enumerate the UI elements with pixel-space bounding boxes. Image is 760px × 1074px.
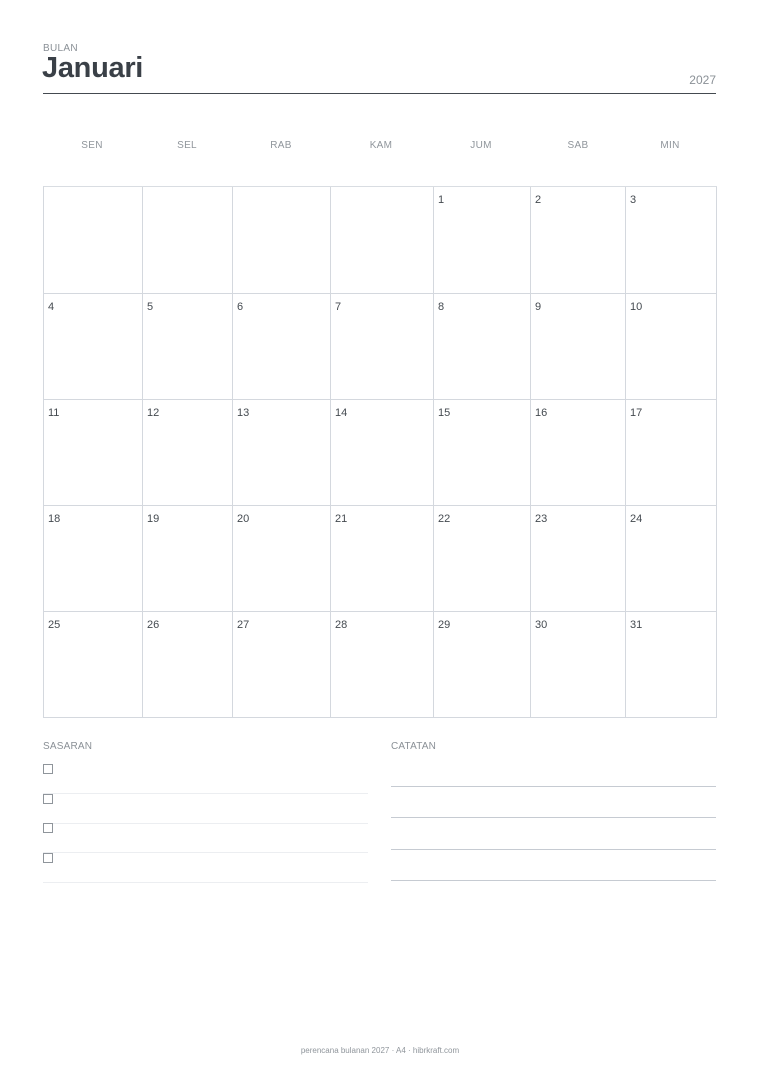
day-cell-19[interactable]: [143, 506, 233, 612]
calendar-grid: [43, 186, 717, 718]
day-number: 25: [48, 619, 61, 631]
month-label: BULAN: [43, 43, 78, 54]
day-number: 12: [147, 407, 160, 419]
day-number: 26: [147, 619, 160, 631]
day-number: 3: [630, 194, 637, 206]
day-cell-26[interactable]: [143, 612, 233, 718]
day-cell-28[interactable]: [331, 612, 434, 718]
day-number: 1: [438, 194, 445, 206]
day-cell-21[interactable]: [331, 506, 434, 612]
weekday-min: MIN: [660, 140, 680, 151]
day-cell-31[interactable]: [626, 612, 717, 718]
day-cell-5[interactable]: [143, 294, 233, 400]
note-line[interactable]: [391, 786, 716, 787]
day-number: 29: [438, 619, 451, 631]
goal-checkbox[interactable]: [43, 823, 53, 833]
day-cell-10[interactable]: [626, 294, 717, 400]
day-number: 24: [630, 513, 643, 525]
day-number: 30: [535, 619, 548, 631]
weekday-sel: SEL: [177, 140, 197, 151]
goal-checkbox[interactable]: [43, 764, 53, 774]
goal-row[interactable]: [43, 853, 368, 883]
day-cell-18[interactable]: [44, 506, 143, 612]
day-number: 23: [535, 513, 548, 525]
goal-row[interactable]: [43, 764, 368, 794]
empty-day-cell[interactable]: [44, 187, 143, 294]
weekday-sen: SEN: [81, 140, 103, 151]
day-cell-2[interactable]: [531, 187, 626, 294]
day-cell-7[interactable]: [331, 294, 434, 400]
day-cell-23[interactable]: [531, 506, 626, 612]
day-number: 4: [48, 301, 55, 313]
note-line[interactable]: [391, 817, 716, 818]
day-number: 14: [335, 407, 348, 419]
day-cell-24[interactable]: [626, 506, 717, 612]
day-number: 8: [438, 301, 445, 313]
day-number: 11: [48, 407, 60, 419]
day-number: 15: [438, 407, 451, 419]
day-cell-20[interactable]: [233, 506, 331, 612]
day-cell-13[interactable]: [233, 400, 331, 506]
day-cell-6[interactable]: [233, 294, 331, 400]
year-label: 2027: [689, 73, 716, 87]
weekday-rab: RAB: [270, 140, 292, 151]
day-number: 18: [48, 513, 61, 525]
day-cell-3[interactable]: [626, 187, 717, 294]
day-cell-8[interactable]: [434, 294, 531, 400]
empty-day-cell[interactable]: [143, 187, 233, 294]
weekday-kam: KAM: [369, 140, 393, 151]
day-number: 13: [237, 407, 250, 419]
goal-row[interactable]: [43, 794, 368, 824]
header-rule: [43, 93, 716, 94]
weekday-jum: JUM: [470, 140, 492, 151]
day-number: 31: [630, 619, 643, 631]
notes-label: CATATAN: [391, 741, 437, 752]
day-cell-11[interactable]: [44, 400, 143, 506]
goal-checkbox[interactable]: [43, 853, 53, 863]
day-number: 28: [335, 619, 348, 631]
month-title: Januari: [42, 52, 144, 84]
day-cell-12[interactable]: [143, 400, 233, 506]
day-cell-17[interactable]: [626, 400, 717, 506]
footer-text: perencana bulanan 2027 · A4 · hibrkraft.com: [300, 1046, 460, 1055]
day-number: 5: [147, 301, 154, 313]
day-cell-1[interactable]: [434, 187, 531, 294]
note-line[interactable]: [391, 880, 716, 881]
day-number: 22: [438, 513, 451, 525]
day-cell-22[interactable]: [434, 506, 531, 612]
goal-checkbox[interactable]: [43, 794, 53, 804]
day-number: 16: [535, 407, 548, 419]
day-cell-4[interactable]: [44, 294, 143, 400]
day-number: 17: [630, 407, 643, 419]
day-cell-30[interactable]: [531, 612, 626, 718]
day-number: 10: [630, 301, 643, 313]
day-cell-15[interactable]: [434, 400, 531, 506]
goal-row[interactable]: [43, 823, 368, 853]
day-cell-14[interactable]: [331, 400, 434, 506]
day-number: 27: [237, 619, 250, 631]
empty-day-cell[interactable]: [331, 187, 434, 294]
day-number: 7: [335, 301, 342, 313]
weekday-sab: SAB: [567, 140, 589, 151]
day-cell-27[interactable]: [233, 612, 331, 718]
day-cell-29[interactable]: [434, 612, 531, 718]
day-number: 21: [335, 513, 348, 525]
day-number: 19: [147, 513, 160, 525]
day-number: 9: [535, 301, 542, 313]
day-number: 20: [237, 513, 250, 525]
day-number: 6: [237, 301, 244, 313]
day-cell-25[interactable]: [44, 612, 143, 718]
goals-label: SASARAN: [43, 741, 93, 752]
day-cell-16[interactable]: [531, 400, 626, 506]
day-cell-9[interactable]: [531, 294, 626, 400]
note-line[interactable]: [391, 849, 716, 850]
day-number: 2: [535, 194, 542, 206]
empty-day-cell[interactable]: [233, 187, 331, 294]
